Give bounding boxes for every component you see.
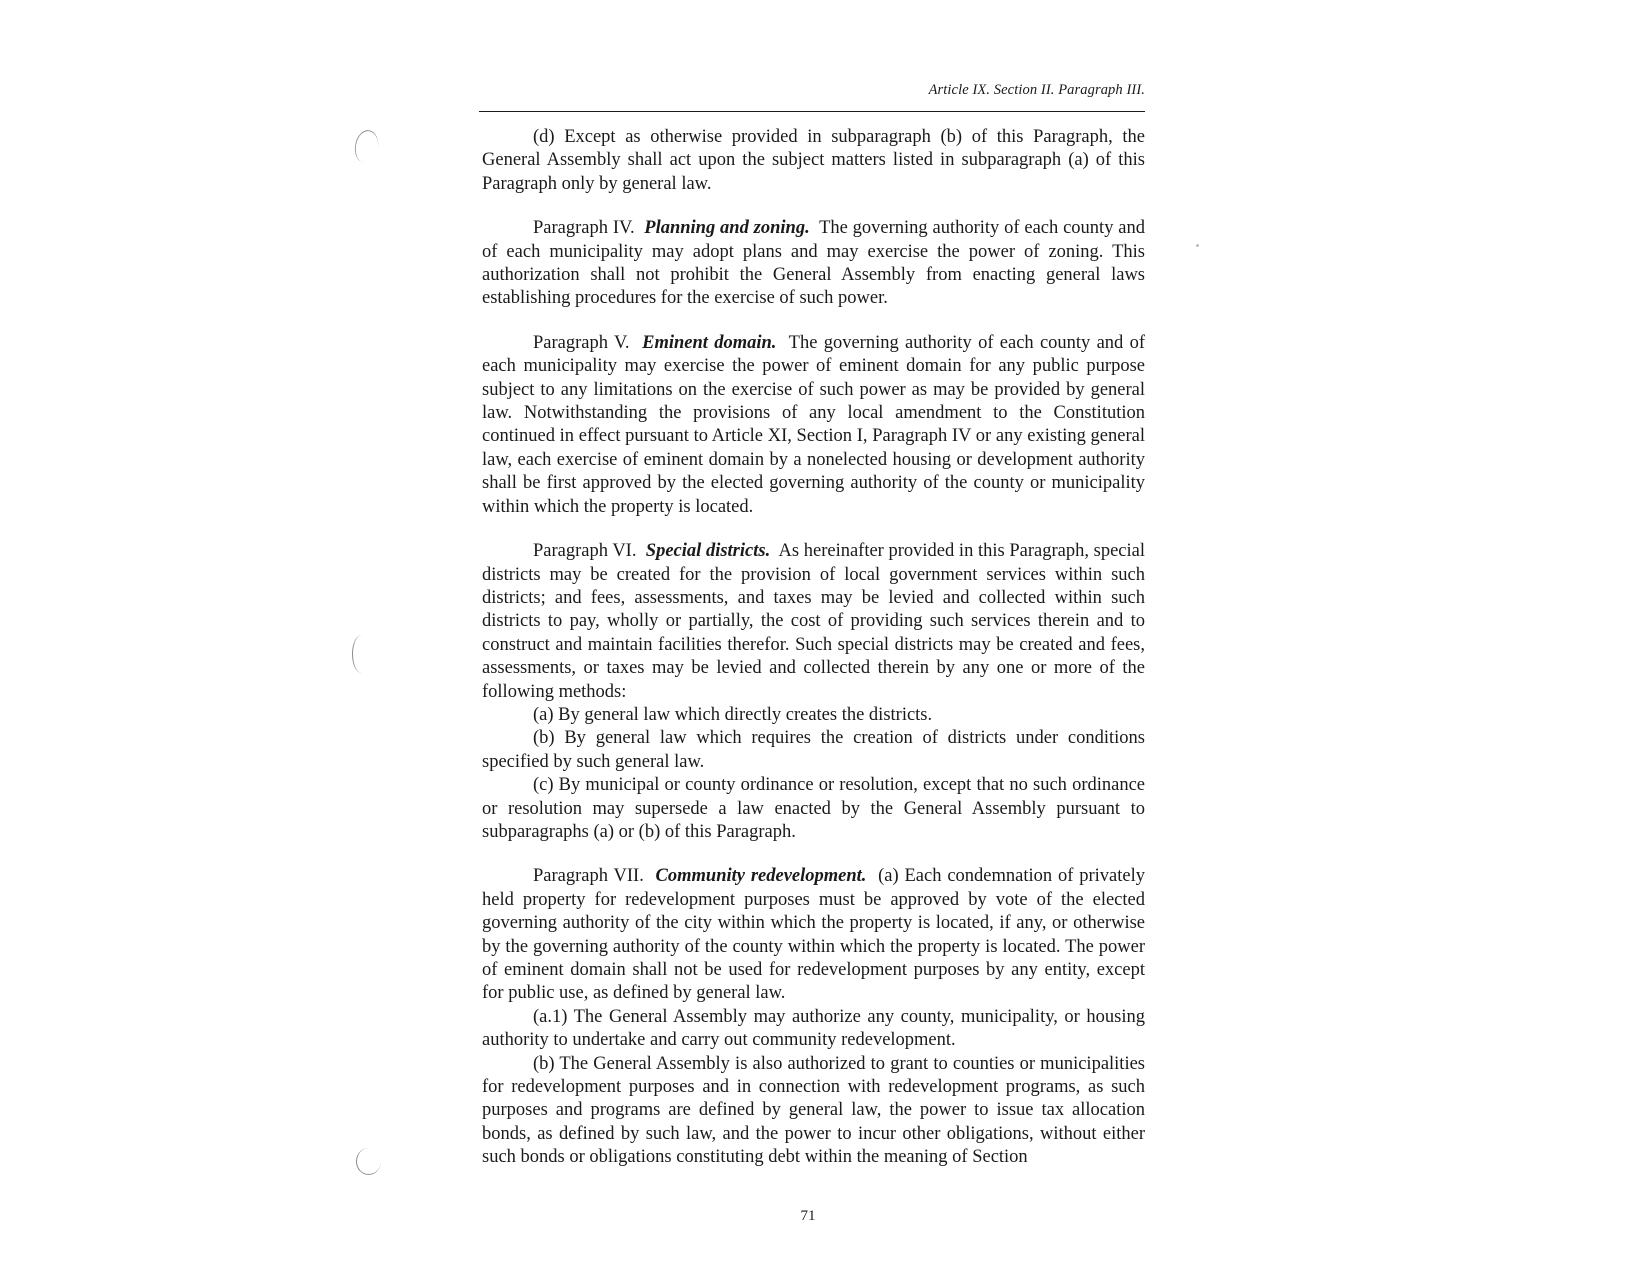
subparagraph-vi-b — [482, 727, 1145, 774]
paragraph-title: Eminent domain. — [642, 332, 777, 353]
subparagraph-vii-a1 — [482, 1006, 1145, 1053]
paragraph-text: As hereinafter provided in this Paragraph, special districts may be created for the provision of local government services within such districts; and fees, assessments, and taxes may be levied and collected within such districts to pay, wholly or partially, the cost of providing such services therein and to construct and maintain facilities therefor. Such special districts may be created and fees, assessments, or taxes may be levied and collected therein by any one or more of the following methods: — [482, 541, 1146, 702]
subparagraph-text: (c) By municipal or county ordinance or resolution, except that no such ordinance or resolution may supersede a law enacted by the General Assembly pursuant to subparagraphs (a) or (b) of this Paragraph. — [482, 775, 1145, 842]
paragraph-text: (a) Each condemnation of privately held property for redevelopment purposes must be approved by vote of the elected governing authority of the city within which the property is located, if any, or otherwise by the governing authority of the county within which the property is located. The power of eminent domain shall not be used for redevelopment purposes by any entity, except for public use, as defined by general law. — [482, 866, 1146, 1004]
page-number: 71 — [800, 1208, 816, 1224]
subparagraph-vi-c — [482, 774, 1145, 844]
paragraph-title: Planning and zoning. — [644, 218, 810, 239]
paragraph-vii — [482, 865, 1145, 1005]
subparagraph-vii-b — [482, 1053, 1145, 1170]
paragraph-v — [482, 332, 1145, 519]
binder-hole-mark-middle — [352, 635, 371, 673]
subparagraph-text: (a.1) The General Assembly may authorize any county, municipality, or housing authority to undertake and carry out community redevelopment. — [482, 1006, 1145, 1051]
paragraph-title: Community redevelopment. — [655, 866, 867, 887]
paragraph-label: Paragraph V. — [533, 332, 630, 353]
subparagraph-vi-a — [482, 704, 1145, 727]
paragraph-label: Paragraph VI. — [533, 541, 637, 562]
paragraph-text: The governing authority of each county and of each municipality may adopt plans and may exercise the power of zoning. This authorization shall not prohibit the General Assembly from enacting general laws establishing procedures for the exercise of such power. — [482, 218, 1145, 309]
paragraph-text: (d) Except as otherwise provided in subparagraph (b) of this Paragraph, the General Assembly shall act upon the subject matters listed in subparagraph (a) of this Paragraph only by general law. — [482, 127, 1145, 194]
running-head: Article IX. Section II. Paragraph III. — [928, 82, 1145, 98]
header-rule — [479, 111, 1145, 112]
scan-speck — [1196, 244, 1199, 247]
binder-hole-mark-top — [352, 128, 380, 164]
binder-hole-mark-bottom — [356, 1148, 381, 1175]
document-body — [482, 126, 1145, 1170]
paragraph-title: Special districts. — [645, 541, 771, 562]
paragraph-iii-d — [482, 126, 1145, 196]
paragraph-text: The governing authority of each county and of each municipality may exercise the power of eminent domain for any public purpose subject to any limitations on the exercise of such power as may be provided by general law. Notwithstanding the provisions of any local amendment to the Constitution continued in effect pursuant to Article XI, Section I, Paragraph IV or any existing general law, each exercise of eminent domain by a nonelected housing or development authority shall be first approved by the elected governing authority of the county or municipality within which the property is located. — [482, 332, 1145, 517]
subparagraph-text: (a) By general law which directly creates the districts. — [533, 704, 933, 725]
paragraph-iv — [482, 217, 1145, 311]
paragraph-vi — [482, 540, 1145, 704]
subparagraph-text: (b) By general law which requires the creation of districts under conditions specified by such general law. — [482, 728, 1145, 772]
subparagraph-text: (b) The General Assembly is also authorized to grant to counties or municipalities for redevelopment purposes and in connection with redevelopment programs, as such purposes and programs are defined by general law, the power to issue tax allocation bonds, as defined by such law, and the power to incur other obligations, without either such bonds or obligations constituting debt within the meaning of Section — [482, 1053, 1145, 1168]
paragraph-label: Paragraph IV. — [533, 218, 635, 239]
paragraph-label: Paragraph VII. — [533, 866, 644, 887]
